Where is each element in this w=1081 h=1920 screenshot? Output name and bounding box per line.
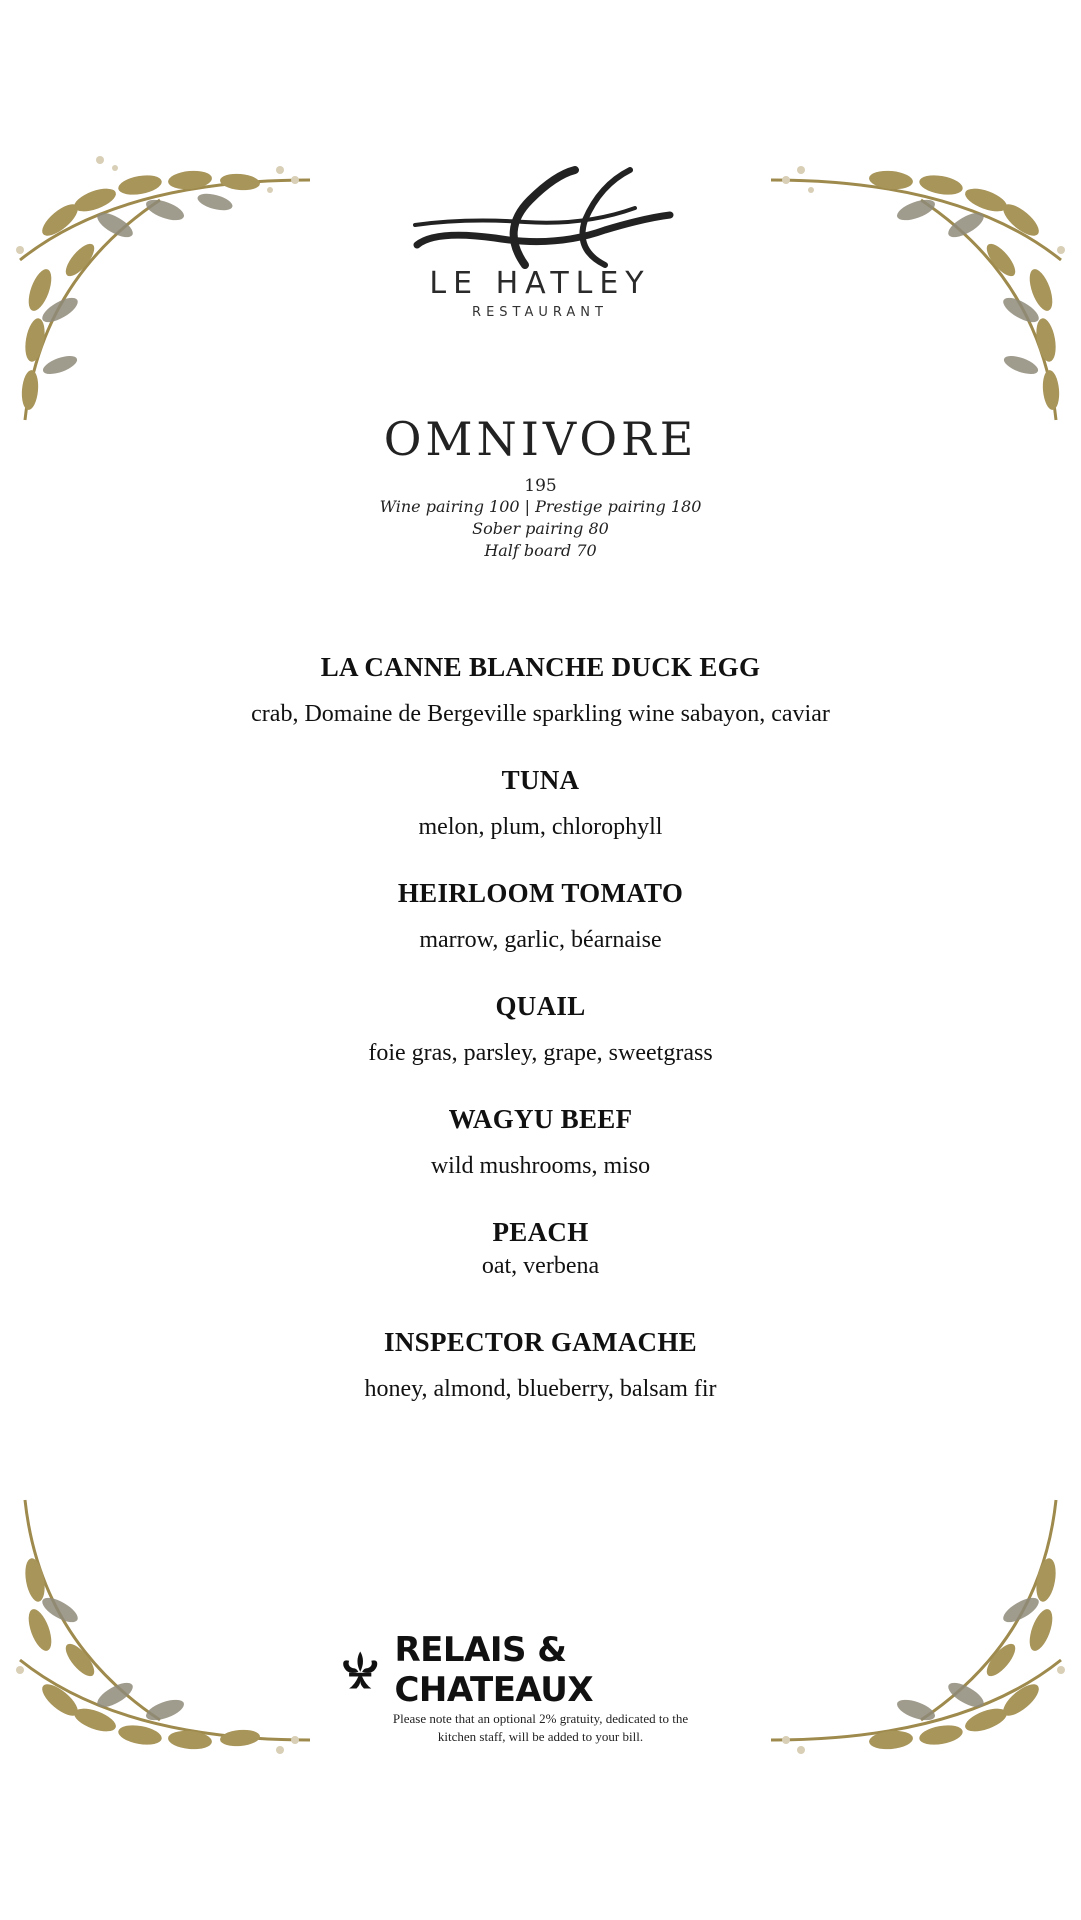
- course-name: QUAIL: [495, 991, 586, 1021]
- course-description: wild mushrooms, miso: [430, 1153, 651, 1179]
- course-item: [0, 652, 1081, 728]
- relais-chateaux-logo: [338, 1630, 748, 1710]
- course-description: crab, Domaine de Bergeville sparkling wine sabayon, caviar: [251, 701, 830, 727]
- course-description: honey, almond, blueberry, balsam fir: [364, 1376, 717, 1402]
- course-description: marrow, garlic, béarnaise: [419, 927, 662, 953]
- wine-pairing-prices: Wine pairing 100 | Prestige pairing 180: [379, 497, 702, 516]
- menu-price: 195: [524, 476, 557, 496]
- half-board-price: Half board 70: [484, 541, 597, 560]
- course-description: foie gras, parsley, grape, sweetgrass: [368, 1040, 713, 1066]
- course-name: WAGYU BEEF: [448, 1104, 633, 1134]
- gratuity-note-line-1: Please note that an optional 2% gratuity, dedicated to the: [392, 1711, 689, 1726]
- leaf-corner-top-left: [0, 140, 320, 440]
- gratuity-note-line-2: kitchen staff, will be added to your bill.: [437, 1729, 644, 1744]
- logo-monogram-icon: [405, 160, 675, 270]
- sober-pairing-price: Sober pairing 80: [472, 519, 609, 538]
- course-description: melon, plum, chlorophyll: [418, 814, 663, 840]
- menu-title: OMNIVORE: [383, 412, 698, 466]
- menu-prices: [0, 476, 1081, 562]
- course-item: [0, 1327, 1081, 1403]
- course-name: HEIRLOOM TOMATO: [397, 878, 684, 908]
- course-item: [0, 1217, 1081, 1280]
- affiliation-name: RELAIS & CHATEAUX: [394, 1630, 594, 1710]
- course-list: [0, 652, 1081, 1403]
- course-item: [0, 878, 1081, 954]
- course-name: TUNA: [501, 765, 580, 795]
- course-name: INSPECTOR GAMACHE: [384, 1327, 697, 1357]
- course-item: [0, 991, 1081, 1067]
- fleur-de-lis-icon: [338, 1646, 382, 1694]
- restaurant-logo: [400, 160, 680, 330]
- leaf-corner-top-right: [761, 140, 1081, 440]
- course-item: [0, 1104, 1081, 1180]
- course-description: oat, verbena: [481, 1253, 600, 1279]
- course-name: PEACH: [492, 1217, 589, 1247]
- course-name: LA CANNE BLANCHE DUCK EGG: [320, 652, 761, 682]
- restaurant-name: LE HATLEY: [429, 266, 651, 301]
- restaurant-subtitle: RESTAURANT: [472, 305, 608, 320]
- course-item: [0, 765, 1081, 841]
- gratuity-note: [0, 1710, 1081, 1746]
